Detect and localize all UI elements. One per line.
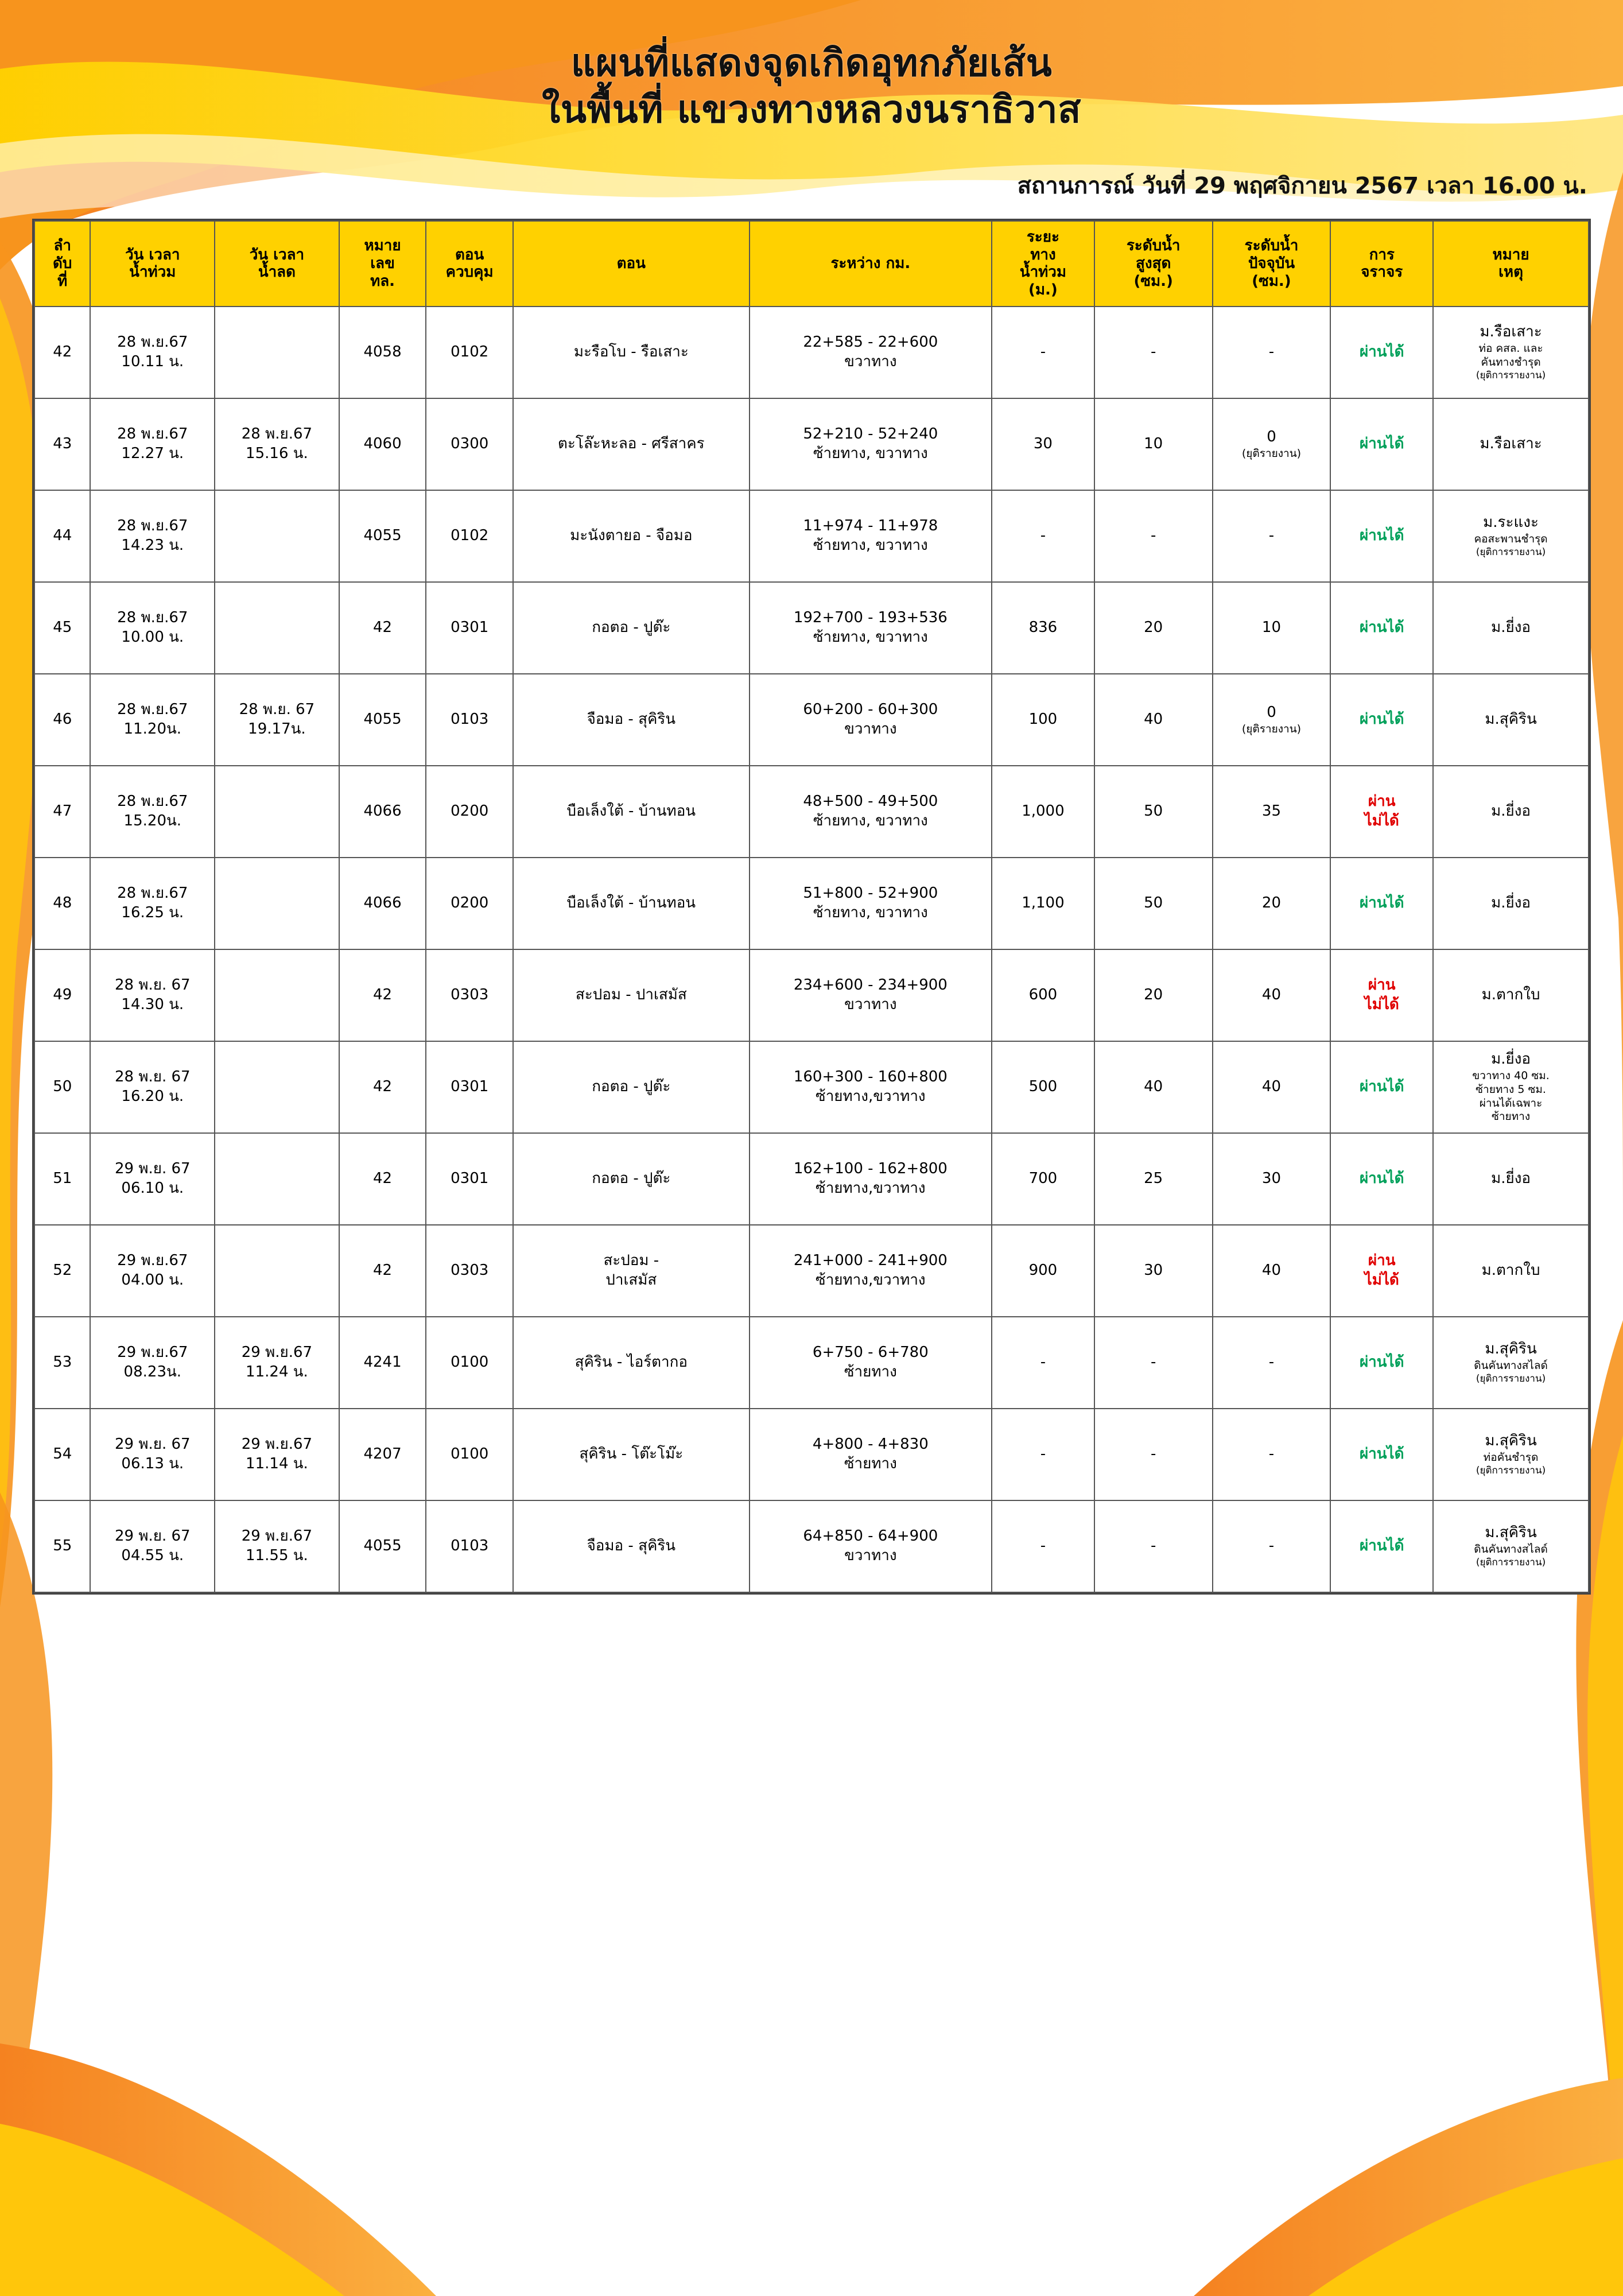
remark: ม.สุคิริน ดินคันทางสไลด์ (ยุติการรายงาน) bbox=[1433, 1500, 1589, 1592]
current-water-level: 40 bbox=[1213, 1225, 1331, 1317]
recede-datetime bbox=[215, 1133, 339, 1225]
flood-datetime: 28 พ.ย.67 12.27 น. bbox=[90, 398, 215, 490]
flood-length: 1,100 bbox=[992, 858, 1094, 949]
route-number: 4066 bbox=[339, 858, 426, 949]
km-range: 51+800 - 52+900 ซ้ายทาง, ขวาทาง bbox=[750, 858, 992, 949]
route-number: 4060 bbox=[339, 398, 426, 490]
row-number: 50 bbox=[34, 1041, 90, 1133]
current-water-level: - bbox=[1213, 1409, 1331, 1500]
traffic-status: ผ่าน ไม่ได้ bbox=[1330, 949, 1433, 1041]
table-row bbox=[34, 1500, 1589, 1592]
column-header-7: ระยะ ทาง น้ำท่วม (ม.) bbox=[992, 221, 1094, 307]
row-number: 43 bbox=[34, 398, 90, 490]
table-row bbox=[34, 949, 1589, 1041]
remark: ม.ยี่งอ bbox=[1433, 766, 1589, 858]
current-water-level: 35 bbox=[1213, 766, 1331, 858]
remark: ม.ยี่งอ ขวาทาง 40 ซม. ซ้ายทาง 5 ซม. ผ่านได้เฉพาะ ซ้ายทาง bbox=[1433, 1041, 1589, 1133]
control-section: 0102 bbox=[426, 307, 513, 398]
current-water-level: 0 (ยุติรายงาน) bbox=[1213, 674, 1331, 766]
recede-datetime: 29 พ.ย.67 11.14 น. bbox=[215, 1409, 339, 1500]
control-section: 0100 bbox=[426, 1409, 513, 1500]
remark: ม.ตากใบ bbox=[1433, 1225, 1589, 1317]
table-row bbox=[34, 858, 1589, 949]
flood-datetime: 28 พ.ย.67 15.20น. bbox=[90, 766, 215, 858]
table-row bbox=[34, 307, 1589, 398]
table-row bbox=[34, 398, 1589, 490]
section-name: กอตอ - ปูต๊ะ bbox=[513, 582, 750, 674]
traffic-status: ผ่าน ไม่ได้ bbox=[1330, 1225, 1433, 1317]
column-header-0: ลำ ดับ ที่ bbox=[34, 221, 90, 307]
flood-length: 30 bbox=[992, 398, 1094, 490]
flood-datetime: 28 พ.ย. 67 14.30 น. bbox=[90, 949, 215, 1041]
max-water-level: 20 bbox=[1094, 582, 1213, 674]
route-number: 4055 bbox=[339, 490, 426, 582]
route-number: 4066 bbox=[339, 766, 426, 858]
flood-length: 1,000 bbox=[992, 766, 1094, 858]
traffic-status: ผ่านได้ bbox=[1330, 1317, 1433, 1409]
flood-datetime: 29 พ.ย. 67 06.13 น. bbox=[90, 1409, 215, 1500]
flood-datetime: 29 พ.ย.67 04.00 น. bbox=[90, 1225, 215, 1317]
km-range: 6+750 - 6+780 ซ้ายทาง bbox=[750, 1317, 992, 1409]
current-water-level: - bbox=[1213, 1500, 1331, 1592]
recede-datetime: 28 พ.ย.67 15.16 น. bbox=[215, 398, 339, 490]
column-header-10: การ จราจร bbox=[1330, 221, 1433, 307]
traffic-status: ผ่านได้ bbox=[1330, 674, 1433, 766]
remark: ม.สุคิริน bbox=[1433, 674, 1589, 766]
column-header-9: ระดับน้ำ ปัจจุบัน (ซม.) bbox=[1213, 221, 1331, 307]
section-name: สุคิริน - โต๊ะโม๊ะ bbox=[513, 1409, 750, 1500]
row-number: 47 bbox=[34, 766, 90, 858]
recede-datetime: 28 พ.ย. 67 19.17น. bbox=[215, 674, 339, 766]
max-water-level: 50 bbox=[1094, 766, 1213, 858]
row-number: 44 bbox=[34, 490, 90, 582]
traffic-status: ผ่านได้ bbox=[1330, 490, 1433, 582]
section-name: จือมอ - สุคิริน bbox=[513, 674, 750, 766]
row-number: 48 bbox=[34, 858, 90, 949]
column-header-11: หมาย เหตุ bbox=[1433, 221, 1589, 307]
section-name: กอตอ - ปูต๊ะ bbox=[513, 1133, 750, 1225]
route-number: 42 bbox=[339, 949, 426, 1041]
traffic-status: ผ่านได้ bbox=[1330, 398, 1433, 490]
km-range: 11+974 - 11+978 ซ้ายทาง, ขวาทาง bbox=[750, 490, 992, 582]
route-number: 42 bbox=[339, 582, 426, 674]
km-range: 4+800 - 4+830 ซ้ายทาง bbox=[750, 1409, 992, 1500]
flood-length: 700 bbox=[992, 1133, 1094, 1225]
km-range: 48+500 - 49+500 ซ้ายทาง, ขวาทาง bbox=[750, 766, 992, 858]
km-range: 241+000 - 241+900 ซ้ายทาง,ขวาทาง bbox=[750, 1225, 992, 1317]
table-row bbox=[34, 674, 1589, 766]
flood-length: - bbox=[992, 490, 1094, 582]
section-name: สุคิริน - ไอร์ตากอ bbox=[513, 1317, 750, 1409]
flood-datetime: 29 พ.ย. 67 04.55 น. bbox=[90, 1500, 215, 1592]
km-range: 234+600 - 234+900 ขวาทาง bbox=[750, 949, 992, 1041]
remark: ม.ยี่งอ bbox=[1433, 1133, 1589, 1225]
flood-length: 900 bbox=[992, 1225, 1094, 1317]
page-title-line1: แผนที่แสดงจุดเกิดอุทกภัยเส้น bbox=[570, 41, 1053, 85]
route-number: 4241 bbox=[339, 1317, 426, 1409]
section-name: บือเล็งใต้ - บ้านทอน bbox=[513, 766, 750, 858]
route-number: 42 bbox=[339, 1133, 426, 1225]
flood-datetime: 28 พ.ย.67 10.11 น. bbox=[90, 307, 215, 398]
flood-table-container bbox=[32, 219, 1591, 1595]
flood-length: 836 bbox=[992, 582, 1094, 674]
section-name: บือเล็งใต้ - บ้านทอน bbox=[513, 858, 750, 949]
table-row bbox=[34, 1409, 1589, 1500]
max-water-level: - bbox=[1094, 307, 1213, 398]
route-number: 4055 bbox=[339, 674, 426, 766]
table-row bbox=[34, 490, 1589, 582]
traffic-status: ผ่านได้ bbox=[1330, 1409, 1433, 1500]
control-section: 0102 bbox=[426, 490, 513, 582]
remark: ม.สุคิริน ท่อคันชำรุด (ยุติการรายงาน) bbox=[1433, 1409, 1589, 1500]
recede-datetime bbox=[215, 1041, 339, 1133]
section-name: ตะโล๊ะหะลอ - ศรีสาคร bbox=[513, 398, 750, 490]
section-name: สะปอม - ปาเสมัส bbox=[513, 1225, 750, 1317]
control-section: 0303 bbox=[426, 1225, 513, 1317]
table-row bbox=[34, 766, 1589, 858]
situation-subtitle: สถานการณ์ วันที่ 29 พฤศจิกายน 2567 เวลา 16.00 น. bbox=[1017, 173, 1587, 200]
max-water-level: - bbox=[1094, 490, 1213, 582]
traffic-status: ผ่านได้ bbox=[1330, 582, 1433, 674]
remark: ม.ระแงะ คอสะพานชำรุด (ยุติการรายงาน) bbox=[1433, 490, 1589, 582]
flood-length: - bbox=[992, 1500, 1094, 1592]
recede-datetime bbox=[215, 949, 339, 1041]
current-water-level: - bbox=[1213, 490, 1331, 582]
max-water-level: 40 bbox=[1094, 1041, 1213, 1133]
flood-length: - bbox=[992, 1317, 1094, 1409]
recede-datetime bbox=[215, 490, 339, 582]
section-name: กอตอ - ปูต๊ะ bbox=[513, 1041, 750, 1133]
max-water-level: 30 bbox=[1094, 1225, 1213, 1317]
row-number: 45 bbox=[34, 582, 90, 674]
traffic-status: ผ่านได้ bbox=[1330, 307, 1433, 398]
row-number: 51 bbox=[34, 1133, 90, 1225]
flood-length: - bbox=[992, 1409, 1094, 1500]
max-water-level: 20 bbox=[1094, 949, 1213, 1041]
table-body bbox=[34, 307, 1589, 1592]
column-header-2: วัน เวลา น้ำลด bbox=[215, 221, 339, 307]
column-header-3: หมาย เลข ทล. bbox=[339, 221, 426, 307]
page-header bbox=[0, 0, 1623, 133]
recede-datetime: 29 พ.ย.67 11.24 น. bbox=[215, 1317, 339, 1409]
flood-datetime: 28 พ.ย.67 16.25 น. bbox=[90, 858, 215, 949]
control-section: 0200 bbox=[426, 766, 513, 858]
flood-datetime: 29 พ.ย. 67 06.10 น. bbox=[90, 1133, 215, 1225]
flood-length: 100 bbox=[992, 674, 1094, 766]
current-water-level: 40 bbox=[1213, 949, 1331, 1041]
current-water-level: 30 bbox=[1213, 1133, 1331, 1225]
row-number: 55 bbox=[34, 1500, 90, 1592]
km-range: 192+700 - 193+536 ซ้ายทาง, ขวาทาง bbox=[750, 582, 992, 674]
km-range: 60+200 - 60+300 ขวาทาง bbox=[750, 674, 992, 766]
column-header-6: ระหว่าง กม. bbox=[750, 221, 992, 307]
flood-datetime: 28 พ.ย. 67 16.20 น. bbox=[90, 1041, 215, 1133]
max-water-level: - bbox=[1094, 1500, 1213, 1592]
km-range: 22+585 - 22+600 ขวาทาง bbox=[750, 307, 992, 398]
page-title-line2: ในพื้นที่ แขวงทางหลวงนราธิวาส bbox=[542, 87, 1081, 131]
km-range: 162+100 - 162+800 ซ้ายทาง,ขวาทาง bbox=[750, 1133, 992, 1225]
table-row bbox=[34, 1133, 1589, 1225]
recede-datetime bbox=[215, 307, 339, 398]
remark: ม.ยี่งอ bbox=[1433, 582, 1589, 674]
route-number: 4058 bbox=[339, 307, 426, 398]
row-number: 53 bbox=[34, 1317, 90, 1409]
current-water-level: 10 bbox=[1213, 582, 1331, 674]
flood-table bbox=[34, 220, 1589, 1593]
table-row bbox=[34, 1317, 1589, 1409]
recede-datetime bbox=[215, 766, 339, 858]
route-number: 4055 bbox=[339, 1500, 426, 1592]
row-number: 54 bbox=[34, 1409, 90, 1500]
remark: ม.รือเสาะ ท่อ คสล. และ คันทางชำรุด (ยุติการรายงาน) bbox=[1433, 307, 1589, 398]
route-number: 42 bbox=[339, 1041, 426, 1133]
section-name: สะปอม - ปาเสมัส bbox=[513, 949, 750, 1041]
flood-datetime: 28 พ.ย.67 11.20น. bbox=[90, 674, 215, 766]
km-range: 52+210 - 52+240 ซ้ายทาง, ขวาทาง bbox=[750, 398, 992, 490]
flood-datetime: 29 พ.ย.67 08.23น. bbox=[90, 1317, 215, 1409]
flood-length: - bbox=[992, 307, 1094, 398]
km-range: 160+300 - 160+800 ซ้ายทาง,ขวาทาง bbox=[750, 1041, 992, 1133]
row-number: 42 bbox=[34, 307, 90, 398]
row-number: 46 bbox=[34, 674, 90, 766]
traffic-status: ผ่าน ไม่ได้ bbox=[1330, 766, 1433, 858]
max-water-level: - bbox=[1094, 1317, 1213, 1409]
recede-datetime bbox=[215, 582, 339, 674]
route-number: 4207 bbox=[339, 1409, 426, 1500]
remark: ม.ยี่งอ bbox=[1433, 858, 1589, 949]
km-range: 64+850 - 64+900 ขวาทาง bbox=[750, 1500, 992, 1592]
traffic-status: ผ่านได้ bbox=[1330, 1133, 1433, 1225]
current-water-level: 20 bbox=[1213, 858, 1331, 949]
section-name: มะนังตายอ - จือมอ bbox=[513, 490, 750, 582]
flood-length: 500 bbox=[992, 1041, 1094, 1133]
current-water-level: - bbox=[1213, 1317, 1331, 1409]
remark: ม.รือเสาะ bbox=[1433, 398, 1589, 490]
recede-datetime bbox=[215, 1225, 339, 1317]
flood-datetime: 28 พ.ย.67 14.23 น. bbox=[90, 490, 215, 582]
remark: ม.สุคิริน ดินคันทางสไลด์ (ยุติการรายงาน) bbox=[1433, 1317, 1589, 1409]
route-number: 42 bbox=[339, 1225, 426, 1317]
max-water-level: 50 bbox=[1094, 858, 1213, 949]
current-water-level: - bbox=[1213, 307, 1331, 398]
max-water-level: - bbox=[1094, 1409, 1213, 1500]
table-header-row bbox=[34, 221, 1589, 307]
control-section: 0300 bbox=[426, 398, 513, 490]
row-number: 49 bbox=[34, 949, 90, 1041]
control-section: 0301 bbox=[426, 1133, 513, 1225]
column-header-1: วัน เวลา น้ำท่วม bbox=[90, 221, 215, 307]
max-water-level: 10 bbox=[1094, 398, 1213, 490]
control-section: 0301 bbox=[426, 1041, 513, 1133]
traffic-status: ผ่านได้ bbox=[1330, 1500, 1433, 1592]
traffic-status: ผ่านได้ bbox=[1330, 858, 1433, 949]
control-section: 0100 bbox=[426, 1317, 513, 1409]
recede-datetime bbox=[215, 858, 339, 949]
control-section: 0103 bbox=[426, 674, 513, 766]
control-section: 0303 bbox=[426, 949, 513, 1041]
column-header-5: ตอน bbox=[513, 221, 750, 307]
recede-datetime: 29 พ.ย.67 11.55 น. bbox=[215, 1500, 339, 1592]
remark: ม.ตากใบ bbox=[1433, 949, 1589, 1041]
control-section: 0200 bbox=[426, 858, 513, 949]
column-header-4: ตอน ควบคุม bbox=[426, 221, 513, 307]
column-header-8: ระดับน้ำ สูงสุด (ซม.) bbox=[1094, 221, 1213, 307]
section-name: จือมอ - สุคิริน bbox=[513, 1500, 750, 1592]
table-row bbox=[34, 1225, 1589, 1317]
max-water-level: 40 bbox=[1094, 674, 1213, 766]
row-number: 52 bbox=[34, 1225, 90, 1317]
flood-datetime: 28 พ.ย.67 10.00 น. bbox=[90, 582, 215, 674]
table-row bbox=[34, 582, 1589, 674]
current-water-level: 40 bbox=[1213, 1041, 1331, 1133]
section-name: มะรือโบ - รือเสาะ bbox=[513, 307, 750, 398]
current-water-level: 0 (ยุติรายงาน) bbox=[1213, 398, 1331, 490]
max-water-level: 25 bbox=[1094, 1133, 1213, 1225]
table-row bbox=[34, 1041, 1589, 1133]
traffic-status: ผ่านได้ bbox=[1330, 1041, 1433, 1133]
control-section: 0103 bbox=[426, 1500, 513, 1592]
flood-length: 600 bbox=[992, 949, 1094, 1041]
control-section: 0301 bbox=[426, 582, 513, 674]
